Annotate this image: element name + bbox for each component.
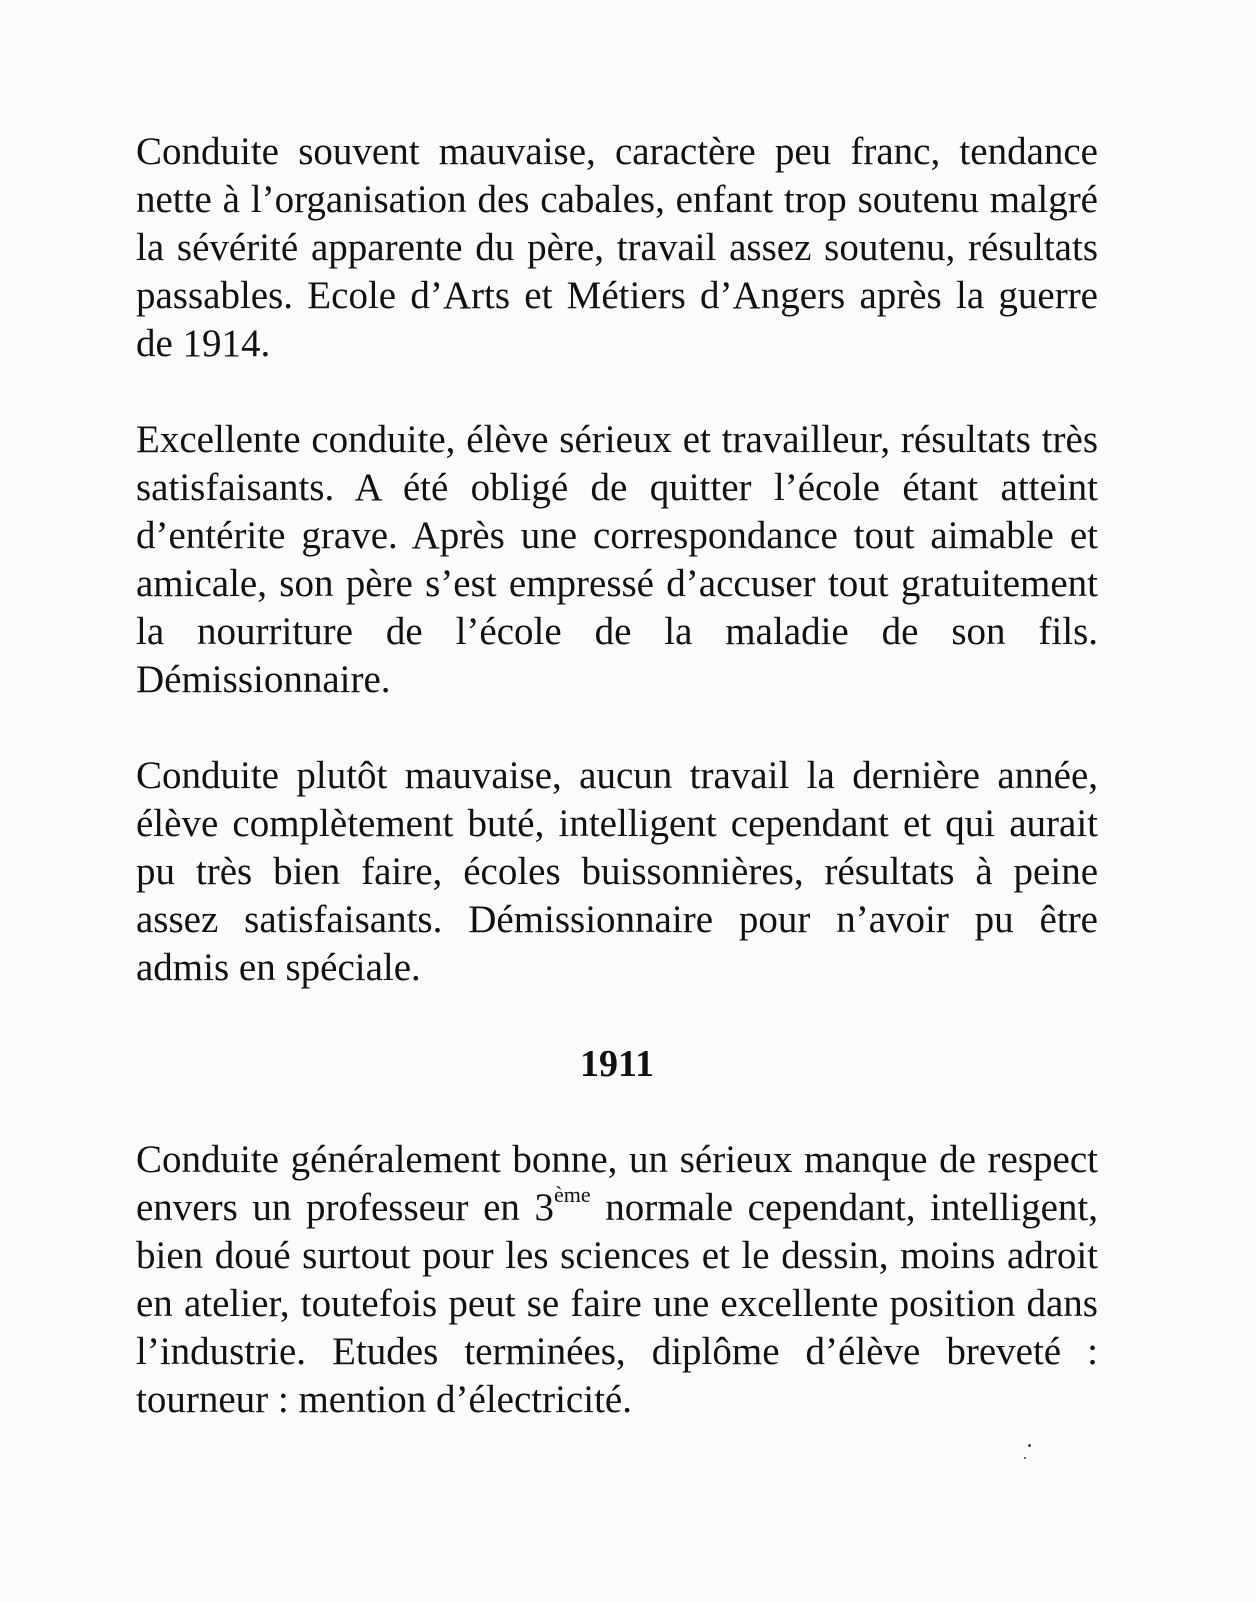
paragraph-4 [136, 1136, 1098, 1424]
paragraph-1: Conduite souvent mauvaise, caractère peu franc, tendance nette à l’organisation des cabales, enfant trop soutenu malgré la sévérité apparente du père, travail assez soutenu, résultats passables. Ecole d’Arts et Métiers d’Angers après la guerre de 1914. [136, 130, 1098, 365]
superscript-eme: ème [554, 1182, 591, 1207]
paragraph-4-part-1: Conduite généralement bonne, un sérieux manque de respect envers un professeur en 3 [136, 1138, 1098, 1229]
page-text [136, 128, 1098, 1472]
year-heading: 1911 [580, 1043, 654, 1085]
paragraph-2: Excellente conduite, élève sérieux et travailleur, résultats très satisfaisants. A été obligé de quitter l’école étant atteint d’entérite grave. Après une correspondance tout aimable et amicale, son père s’est empressé d’accuser tout gratuitement la nourriture de l’école de la maladie de son fils. Démissionnaire. [136, 418, 1098, 701]
paragraph-3: Conduite plutôt mauvaise, aucun travail la dernière année, élève complètement buté, intelligent cependant et qui aurait pu très bien faire, écoles buissonnières, résultats à peine assez satisfaisants. Démissionnaire pour n’avoir pu être admis en spéciale. [136, 754, 1098, 989]
paragraph-4-part-2: normale cependant, intelligent, bien doué surtout pour les sciences et le dessin, moins adroit en atelier, toutefois peut se faire une excellente position dans l’industrie. Etudes terminées, diplôme d’élève breveté : tourneur : mention d’électricité. [136, 1186, 1098, 1421]
scan-speck [1024, 1457, 1026, 1459]
scan-speck [1028, 1444, 1031, 1447]
